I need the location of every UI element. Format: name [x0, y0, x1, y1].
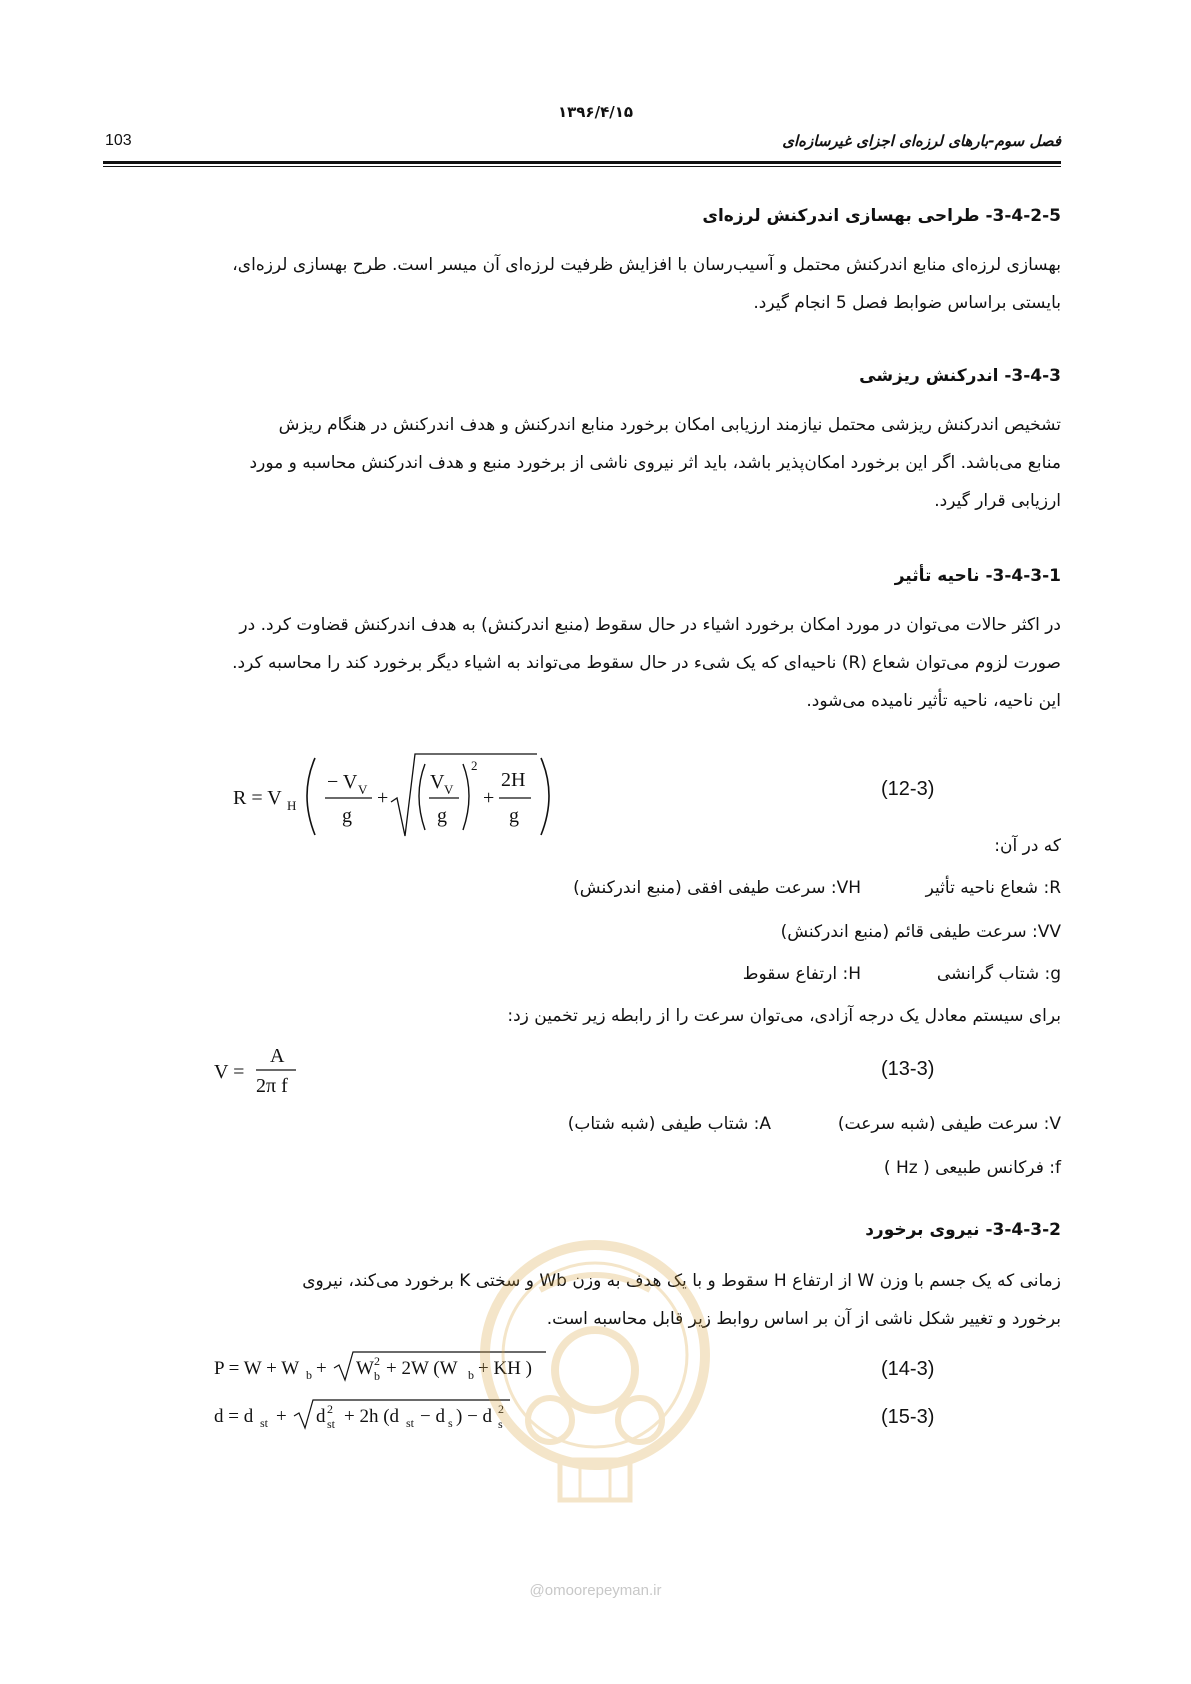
footer-site: @omoorepeyman.ir	[529, 1582, 662, 1599]
svg-text:2: 2	[327, 1402, 333, 1416]
document-date: ۱۳۹۶/۴/۱۵	[557, 103, 634, 121]
paragraph-3-4-3-1	[115, 606, 1061, 720]
svg-text:2π f: 2π f	[256, 1075, 288, 1097]
paragraph-line: برخورد و تغییر شکل ناشی از آن بر اساس روابط زیر قابل محاسبه است.	[546, 1309, 1061, 1329]
svg-text:2: 2	[498, 1402, 504, 1416]
paragraph-3-4-3	[115, 406, 1061, 520]
paragraph-line: بایستی براساس ضوابط فصل 5 انجام گیرد.	[753, 293, 1061, 313]
chapter-title: فصل سوم-بارهای لرزه‌ای اجزای غیرسازه‌ای	[782, 132, 1061, 150]
watermark-logo	[470, 1220, 720, 1530]
def-VV: VV: سرعت طیفی قائم (منبع اندرکنش)	[780, 922, 1061, 942]
svg-text:W: W	[356, 1358, 374, 1379]
paragraph-line: بهسازی لرزه‌ای منابع اندرکنش محتمل و آسیب‌رسان با افزایش ظرفیت لرزه‌ای آن میسر است. طرح بهسازی لرزه‌ای،	[232, 255, 1061, 275]
svg-text:+ KH ): + KH )	[478, 1358, 532, 1379]
svg-text:− d: − d	[420, 1406, 445, 1427]
svg-text:V: V	[430, 771, 445, 793]
header-rule-thick	[103, 161, 1061, 164]
heading-3-4-2-5: 3-4-2-5- طراحی بهسازی اندرکنش لرزه‌ای	[702, 206, 1061, 226]
svg-text:+: +	[316, 1358, 327, 1379]
paragraph-line: زمانی که یک جسم با وزن W از ارتفاع H سقوط و با یک هدف به وزن Wb و سختی K برخورد می‌کند، نیروی	[302, 1271, 1061, 1291]
svg-text:d: d	[316, 1406, 326, 1427]
equation-14-3-number: (14-3)	[881, 1358, 935, 1380]
svg-text:V: V	[444, 782, 454, 797]
svg-text:b: b	[374, 1369, 380, 1383]
def-R: R: شعاع ناحیه تأثیر	[925, 878, 1061, 898]
page-number: 103	[105, 132, 132, 149]
svg-text:b: b	[468, 1368, 474, 1382]
svg-text:− V: − V	[327, 771, 358, 793]
svg-text:H: H	[287, 798, 297, 813]
svg-text:g: g	[342, 805, 352, 827]
equation-12-3-formula	[225, 740, 555, 850]
def-g: g: شتاب گرانشی	[936, 964, 1061, 984]
svg-text:st: st	[260, 1416, 269, 1430]
svg-text:s: s	[448, 1416, 453, 1430]
def-V: V: سرعت طیفی (شبه سرعت)	[837, 1114, 1061, 1134]
svg-text:g: g	[437, 805, 447, 827]
svg-text:+ 2h (d: + 2h (d	[344, 1406, 400, 1427]
paragraph-line: منابع می‌باشد. اگر این برخورد امکان‌پذیر باشد، باید اثر نیروی ناشی از برخورد منبع و هدف اندرکنش محاسبه و مورد	[249, 453, 1061, 473]
svg-text:A: A	[270, 1045, 285, 1067]
svg-text:2: 2	[471, 758, 478, 773]
def-H: H: ارتفاع سقوط	[742, 964, 861, 984]
where-label: که در آن:	[994, 836, 1061, 856]
svg-text:+: +	[377, 787, 389, 809]
heading-3-4-3-1: 3-4-3-1- ناحیه تأثیر	[894, 566, 1061, 586]
header-rule-thin	[103, 166, 1061, 167]
equation-13-3-number: (13-3)	[881, 1058, 935, 1080]
svg-text:+: +	[483, 787, 495, 809]
def-VH: VH: سرعت طیفی افقی (منبع اندرکنش)	[573, 878, 861, 898]
svg-text:V: V	[358, 782, 368, 797]
paragraph-line: ارزیابی قرار گیرد.	[934, 491, 1061, 511]
paragraph-line: در اکثر حالات می‌توان در مورد امکان برخورد اشیاء در حال سقوط (منبع اندرکنش) به هدف اندرکنش قضاوت کرد. در	[239, 615, 1061, 635]
svg-text:b: b	[306, 1368, 312, 1382]
svg-text:s: s	[498, 1417, 503, 1431]
paragraph-line: این ناحیه، ناحیه تأثیر نامیده می‌شود.	[806, 691, 1061, 711]
def-f: f: فرکانس طبیعی ( Hz )	[883, 1158, 1061, 1178]
svg-text:+ 2W (W: + 2W (W	[386, 1358, 458, 1379]
equation-15-3-number: (15-3)	[881, 1406, 935, 1428]
equation-13-3-formula	[210, 1042, 320, 1102]
heading-3-4-3: 3-4-3- اندرکنش ریزشی	[859, 366, 1061, 386]
svg-text:) − d: ) − d	[456, 1406, 493, 1427]
svg-text:d = d: d = d	[214, 1406, 254, 1427]
heading-3-4-3-2: 3-4-3-2- نیروی برخورد	[865, 1220, 1061, 1240]
sdof-sentence: برای سیستم معادل یک درجه آزادی، می‌توان سرعت را از رابطه زیر تخمین زد:	[507, 1006, 1061, 1026]
svg-text:2H: 2H	[501, 769, 526, 791]
svg-text:g: g	[509, 805, 519, 827]
equation-12-3-number: (12-3)	[881, 778, 935, 800]
svg-text:st: st	[406, 1416, 415, 1430]
svg-text:V =: V =	[214, 1061, 245, 1083]
svg-text:+: +	[276, 1406, 287, 1427]
svg-text:P = W + W: P = W + W	[214, 1358, 300, 1379]
def-A: A: شتاب طیفی (شبه شتاب)	[567, 1114, 771, 1134]
paragraph-3-4-2-5	[115, 246, 1061, 322]
svg-text:st: st	[327, 1417, 336, 1431]
paragraph-line: صورت لزوم می‌توان شعاع (R) ناحیه‌ای که یک شیء در حال سقوط می‌تواند به اشیاء دیگر برخورد کند را محاسبه کرد.	[232, 653, 1061, 673]
paragraph-line: تشخیص اندرکنش ریزشی محتمل نیازمند ارزیابی امکان برخورد منابع اندرکنش و هدف اندرکنش در هنگام ریزش	[278, 415, 1061, 435]
svg-text:R = V: R = V	[233, 787, 282, 809]
svg-text:2: 2	[374, 1354, 380, 1368]
